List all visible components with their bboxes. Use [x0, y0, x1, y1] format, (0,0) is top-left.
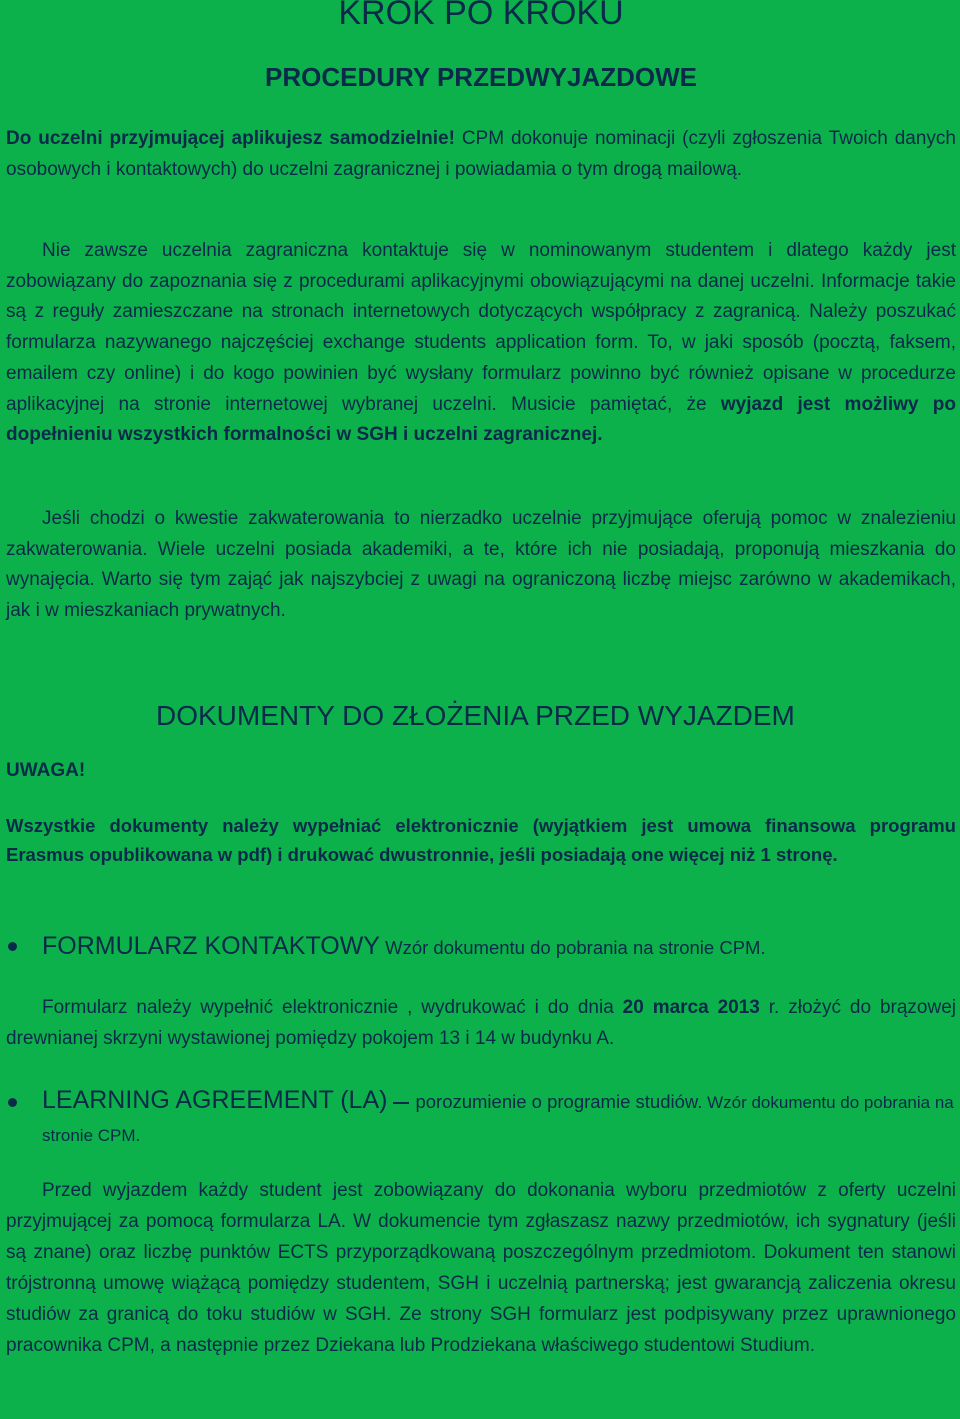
contact-form-heading: FORMULARZ KONTAKTOWY: [42, 932, 380, 960]
application-paragraph: [6, 236, 956, 451]
page-subtitle: PROCEDURY PRZEDWYJAZDOWE: [265, 62, 697, 92]
bullet-contact-form: [6, 928, 956, 966]
learning-agreement-desc: porozumienie o programie studiów.: [415, 1091, 703, 1112]
learning-agreement-body: Przed wyjazdem każdy student jest zobowiązany do dokonania wyboru przedmiotów z oferty uczelni przyjmującej za pomocą formularza LA. W dokumencie tym zgłaszasz nazwy przedmiotów, ich sygnatury (jeśli są znane) oraz liczbę punktów ECTS przyporządkowaną poszczególnym przedmiotom. Dokument ten stanowi trójstronną umowę wiążącą pomiędzy studentem, SGH i uczelnią partnerską; jest gwarancją zaliczenia okresu studiów za granicą do toku studiów w SGH. Ze strony SGH formularz jest podpisywany przez uprawnionego pracownika CPM, a następnie przez Dziekana lub Prodziekana właściwego studentowi Studium.: [6, 1180, 956, 1356]
bullet-learning-agreement: [6, 1084, 956, 1152]
contact-form-paragraph: [6, 992, 956, 1054]
intro-text: CPM dokonuje nominacji (czyli zgłoszenia Twoich danych osobowych i kontaktowych) do uczelni zagranicznej i powiadamia o tym drogą mailową.: [6, 128, 956, 180]
documents-heading: DOKUMENTY DO ZŁOŻENIA PRZED WYJAZDEM: [156, 700, 795, 731]
accommodation-paragraph: [6, 504, 956, 626]
contact-form-text-a: Formularz należy wypełnić elektronicznie , wydrukować i do dnia: [42, 997, 623, 1018]
warning-label: UWAGA!: [6, 760, 86, 781]
page-title: KROK PO KROKU: [338, 0, 624, 32]
bullet-icon: [8, 942, 17, 951]
application-bold: wyjazd jest możliwy po dopełnieniu wszystkich formalności w SGH i uczelni zagranicznej.: [6, 393, 956, 446]
application-text-b: To, w jaki sposób (pocztą, faksem, emailem czy online) i do kogo powinien być wysłany formularz powinno być również opisane w procedurze aplikacyjnej na stronie internetowej wybranej uczelni. Musicie pamiętać, że: [6, 332, 956, 415]
accommodation-text: Jeśli chodzi o kwestie zakwaterowania to nierzadko uczelnie przyjmujące oferują pomoc w znalezieniu zakwaterowania. Wiele uczelni posiada akademiki, a te, które ich nie posiadają, proponują mieszkania do wynajęcia. Warto się tym zająć jak najszybciej z uwagi na ograniczoną liczbę miejsc zarówno w akademikach, jak i w mieszkaniach prywatnych.: [6, 508, 956, 621]
learning-agreement-heading: LEARNING AGREEMENT (LA): [42, 1086, 388, 1114]
bullet-icon: [8, 1098, 17, 1107]
intro-paragraph: [6, 123, 956, 185]
intro-bold: Do uczelni przyjmującej aplikujesz samodzielnie!: [6, 128, 455, 149]
contact-form-text-b: r. złożyć do brązowej drewnianej skrzyni wystawionej pomiędzy pokojem 13 i 14 w budynku A.: [6, 997, 956, 1049]
learning-agreement-text: Wzór dokumentu do pobrania na stronie CPM.: [42, 1093, 954, 1145]
learning-agreement-paragraph: [6, 1176, 956, 1361]
application-text-a: Nie zawsze uczelnia zagraniczna kontaktuje się w nominowanym studentem i dlatego każdy jest zobowiązany do zapoznania się z procedurami aplikacyjnymi obowiązującymi na danej uczelni. Informacje takie są z reguły zamieszczane na stronach internetowych dotyczących współpracy z zagranicą. Należy poszukać formularza nazywanego najczęściej exchange students application form.: [6, 240, 956, 354]
deadline-date: 20 marca 2013: [622, 997, 760, 1018]
warning-paragraph: Wszystkie dokumenty należy wypełniać elektronicznie (wyjątkiem jest umowa finansowa programu Erasmus opublikowana w pdf) i drukować dwustronnie, jeśli posiadają one więcej niż 1 stronę.: [6, 815, 956, 865]
dash-icon: [393, 1102, 409, 1104]
contact-form-text: Wzór dokumentu do pobrania na stronie CPM.: [379, 937, 766, 958]
